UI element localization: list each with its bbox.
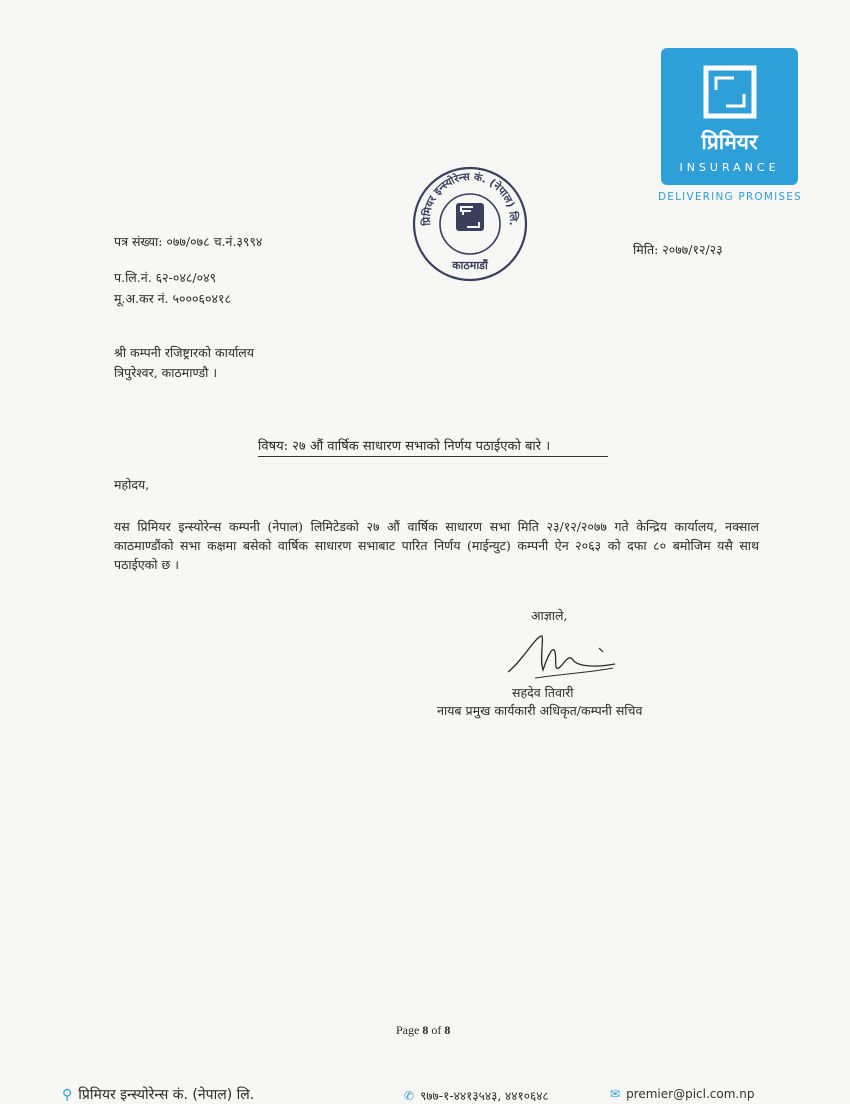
pan-number: प.लि.नं. ६२-०४८/०४९ [114, 270, 217, 285]
page-total: 8 [444, 1023, 451, 1037]
envelope-icon: ✉ [610, 1087, 621, 1101]
logo-mark-icon [694, 56, 766, 128]
vat-number: मू.अ.कर नं. ५०००६०४१८ [114, 291, 232, 306]
footer-company [62, 1085, 254, 1104]
logo-english-text: INSURANCE [679, 161, 780, 174]
page-number [396, 1023, 450, 1038]
company-seal [411, 165, 529, 283]
footer-phone [404, 1087, 549, 1104]
page-label: Page [396, 1023, 420, 1037]
phone-icon: ✆ [404, 1089, 415, 1103]
location-pin-icon: ⚲ [62, 1087, 73, 1103]
signatory-name: सहदेव तिवारी [512, 685, 574, 700]
recipient-line-2: त्रिपुरेश्वर, काठमाण्डौ । [114, 365, 218, 380]
logo-nepali-text: प्रिमियर [701, 130, 758, 154]
signatory-designation: नायब प्रमुख कार्यकारी अधिकृत/कम्पनी सचिव [437, 703, 643, 718]
footer-company-name: प्रिमियर इन्स्योरेन्स कं. (नेपाल) लि. [78, 1087, 255, 1103]
signature-icon [503, 630, 623, 690]
seal-city: काठमाडौं [452, 259, 488, 272]
page-of: of [431, 1023, 442, 1037]
company-logo [661, 48, 798, 185]
footer-email [610, 1087, 754, 1101]
seal-ring-text: प्रिमियर इन्स्योरेन्स कं. (नेपाल) लि. [420, 170, 520, 227]
footer-email-address: premier@picl.com.np [626, 1087, 755, 1101]
reference-number: पत्र संख्या: ०७७/०७८ च.नं.३९९४ [114, 234, 263, 249]
page-current: 8 [422, 1023, 429, 1037]
footer-phone-number: ९७७-१-४४१३५४३, ४४१०६४८ [420, 1089, 549, 1103]
subject-underline [258, 456, 608, 457]
closing: आज्ञाले, [531, 608, 568, 623]
letter-body: यस प्रिमियर इन्स्योरेन्स कम्पनी (नेपाल) लिमिटेडको २७ औं वार्षिक साधारण सभा मिति २३/१२/२०७७ गते केन्द्रिय कार्यालय, नक्साल काठमाण्डौंको सभा कक्षमा बसेको वार्षिक साधारण सभाबाट पारित निर्णय (माईन्युट) कम्पनी ऐन २०६३ को दफा ८० बमोजिम यसै साथ पठाईएको छ । [114, 519, 759, 572]
salutation: महोदय, [114, 477, 150, 492]
letter-date: मिति: २०७७/१२/२३ [633, 242, 723, 257]
logo-tagline: DELIVERING PROMISES [657, 191, 803, 203]
letter-subject: विषय: २७ औं वार्षिक साधारण सभाको निर्णय पठाईएको बारे । [258, 439, 551, 454]
recipient-line-1: श्री कम्पनी रजिष्ट्रारको कार्यालय [114, 345, 255, 360]
